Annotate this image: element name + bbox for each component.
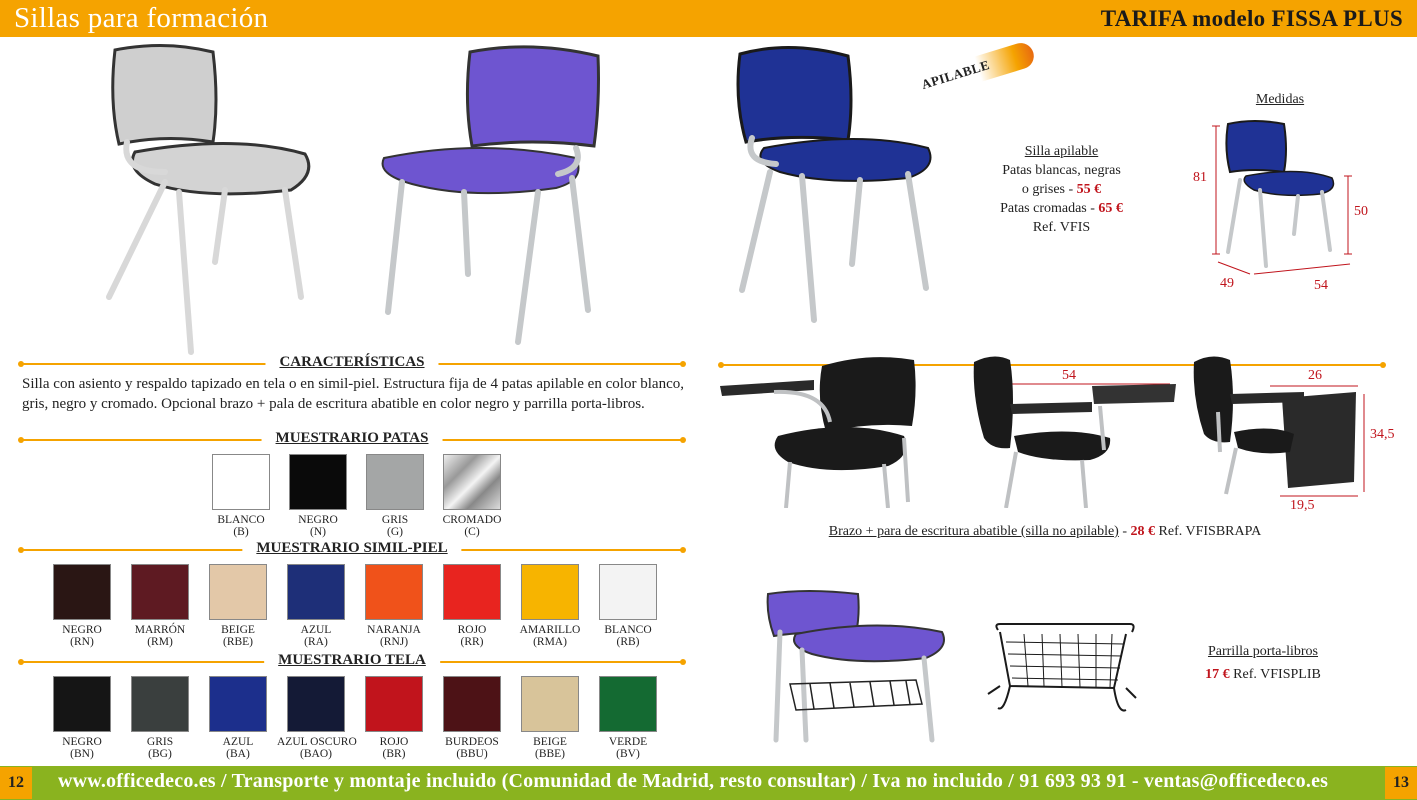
swatch-code: (RNJ) [379, 636, 409, 648]
swatch-simil-piel-5 [433, 564, 511, 648]
brazo-caption-text: Brazo + para de escritura abatible (silla no apilable) [828, 524, 1119, 539]
swatch-tela-7 [589, 676, 667, 760]
swatch-patas-2 [356, 454, 434, 538]
brazo-dim-26: 26 [1308, 368, 1322, 383]
swatch-name: MARRÓN [134, 624, 186, 636]
footer-text: www.officedeco.es / Transporte y montaje incluido (Comunidad de Madrid, resto consultar) / Iva no incluido / 91 693 93 91 - ventas@officedeco.es [58, 770, 1329, 792]
swatch-chip [212, 454, 270, 510]
swatch-tela-5 [433, 676, 511, 760]
swatch-chip [287, 564, 345, 620]
swatch-name: ROJO [457, 624, 487, 636]
swatch-code: (BA) [226, 748, 250, 760]
page-number-left: 12 [0, 767, 32, 799]
swatch-name: GRIS [381, 514, 409, 526]
parrilla-price: 17 € [1205, 667, 1230, 682]
page-title-right: TARIFA modelo FISSA PLUS [1100, 6, 1403, 31]
medidas-title: Medidas [1255, 92, 1305, 107]
parrilla-title: Parrilla porta-libros [1207, 644, 1319, 659]
parrilla-price-line [1180, 665, 1346, 684]
swatch-code: (BN) [70, 748, 94, 760]
swatch-chip [521, 676, 579, 732]
silla-apilable-title: Silla apilable [1024, 144, 1099, 159]
chair-photo-purple [372, 42, 612, 350]
swatch-code: (RN) [70, 636, 94, 648]
brazo-dim-34-5: 34,5 [1370, 427, 1395, 442]
medidas-dim-54: 54 [1314, 278, 1328, 293]
swatch-tela-3 [277, 676, 355, 760]
swatch-name: BURDEOS [445, 736, 499, 748]
chair-photo-blue [730, 44, 940, 326]
swatch-name: AZUL OSCURO [277, 736, 357, 748]
swatch-name: BEIGE [533, 736, 567, 748]
swatch-chip [53, 564, 111, 620]
price-cromado: 65 € [1098, 201, 1123, 216]
swatch-chip [443, 564, 501, 620]
swatch-chip [365, 676, 423, 732]
swatch-tela-4 [355, 676, 433, 760]
swatch-code: (RA) [304, 636, 328, 648]
swatch-tela-2 [199, 676, 277, 760]
brazo-caption-sep: - [1118, 524, 1131, 539]
parrilla-ref: Ref. VFISPLIB [1229, 667, 1321, 682]
writing-arm-chair-front [718, 352, 918, 508]
swatch-simil-piel-3 [277, 564, 355, 648]
caracteristicas-title: CARACTERÍSTICAS [265, 354, 438, 371]
swatch-name: NEGRO [62, 624, 102, 636]
swatch-code: (G) [387, 526, 403, 538]
chair-with-book-rack [766, 588, 950, 744]
swatch-chip [443, 454, 501, 510]
silla-apilable-line3-text: Patas cromadas - [1000, 201, 1099, 216]
swatch-name: AZUL [222, 736, 254, 748]
swatch-code: (BV) [616, 748, 640, 760]
swatch-name: NEGRO [298, 514, 338, 526]
medidas-dim-49: 49 [1220, 276, 1234, 291]
caracteristicas-text: Silla con asiento y respaldo tapizado en tela o en simil-piel. Estructura fija de 4 patas apilable en color blanco, gris, negro y cromado. Opcional brazo + pala de escritura abatible en color negro y parrilla porta-libros. [22, 376, 684, 412]
swatch-code: (BBE) [534, 748, 566, 760]
tela-header [20, 652, 684, 672]
brazo-dim-19-5: 19,5 [1290, 498, 1315, 513]
header-bar [0, 0, 1417, 37]
swatch-name: ROJO [379, 736, 409, 748]
swatch-chip [289, 454, 347, 510]
swatch-code: (BG) [148, 748, 172, 760]
book-rack-photo [984, 622, 1140, 718]
swatch-code: (RBE) [222, 636, 254, 648]
brazo-caption [780, 522, 1310, 541]
swatch-chip [366, 454, 424, 510]
swatch-code: (RR) [460, 636, 484, 648]
swatch-name: BEIGE [221, 624, 255, 636]
simil-piel-header [20, 540, 684, 560]
medidas-diagram [1210, 116, 1370, 286]
brazo-price: 28 € [1130, 524, 1156, 539]
silla-apilable-line1: Patas blancas, negras [1002, 163, 1121, 178]
swatch-code: (RB) [616, 636, 640, 648]
swatch-code: (BBU) [456, 748, 488, 760]
swatch-chip [443, 676, 501, 732]
swatch-simil-piel-4 [355, 564, 433, 648]
apilable-badge-label: APILABLE [919, 56, 992, 92]
swatch-name: NARANJA [367, 624, 421, 636]
patas-header [20, 430, 684, 450]
swatch-code: (RM) [147, 636, 173, 648]
swatch-chip [365, 564, 423, 620]
swatch-chip [521, 564, 579, 620]
swatch-simil-piel-6 [511, 564, 589, 648]
swatch-name: VERDE [608, 736, 648, 748]
silla-apilable-line2-text: o grises - [1021, 182, 1077, 197]
swatch-chip [599, 676, 657, 732]
swatch-code: (N) [310, 526, 326, 538]
swatch-code: (B) [233, 526, 249, 538]
chair-photo-grey [95, 42, 325, 357]
swatch-name: AMARILLO [519, 624, 581, 636]
swatch-code: (BAO) [300, 748, 332, 760]
price-apilable: 55 € [1076, 182, 1102, 197]
swatch-chip [209, 676, 267, 732]
swatch-tela-1 [121, 676, 199, 760]
silla-apilable-line3 [980, 199, 1143, 218]
swatch-simil-piel-7 [589, 564, 667, 648]
medidas-dim-50: 50 [1354, 204, 1368, 219]
silla-apilable-info [980, 142, 1143, 237]
footer-bar [0, 766, 1417, 800]
silla-apilable-ref: Ref. VFIS [1032, 220, 1091, 235]
swatch-name: BLANCO [604, 624, 652, 636]
swatch-patas-1 [279, 454, 357, 538]
swatch-patas-0 [202, 454, 280, 538]
parrilla-info [1180, 642, 1346, 684]
swatch-tela-0 [43, 676, 121, 760]
swatch-chip [131, 564, 189, 620]
swatch-name: NEGRO [62, 736, 102, 748]
brazo-ref: Ref. VFISBRAPA [1155, 524, 1262, 539]
swatch-simil-piel-2 [199, 564, 277, 648]
simil-piel-title: MUESTRARIO SIMIL-PIEL [242, 540, 461, 557]
swatch-chip [53, 676, 111, 732]
swatch-chip [599, 564, 657, 620]
writing-arm-chair-folded [1190, 352, 1366, 504]
swatch-simil-piel-1 [121, 564, 199, 648]
caracteristicas-header [20, 354, 684, 374]
page-title-left: Sillas para formación [14, 2, 269, 34]
patas-title: MUESTRARIO PATAS [262, 430, 443, 447]
medidas-dim-81: 81 [1193, 170, 1207, 185]
brazo-dim-54: 54 [1062, 368, 1076, 383]
swatch-name: AZUL [300, 624, 332, 636]
swatch-code: (C) [464, 526, 480, 538]
swatch-chip [209, 564, 267, 620]
swatch-chip [131, 676, 189, 732]
swatch-simil-piel-0 [43, 564, 121, 648]
silla-apilable-line2 [980, 180, 1143, 199]
swatch-chip [287, 676, 345, 732]
swatch-patas-3 [433, 454, 511, 538]
tela-title: MUESTRARIO TELA [264, 652, 440, 669]
swatch-name: GRIS [146, 736, 174, 748]
swatch-name: BLANCO [217, 514, 265, 526]
swatch-name: CROMADO [442, 514, 502, 526]
page-number-right: 13 [1385, 767, 1417, 799]
swatch-code: (RMA) [533, 636, 567, 648]
swatch-tela-6 [511, 676, 589, 760]
swatch-code: (BR) [382, 748, 406, 760]
